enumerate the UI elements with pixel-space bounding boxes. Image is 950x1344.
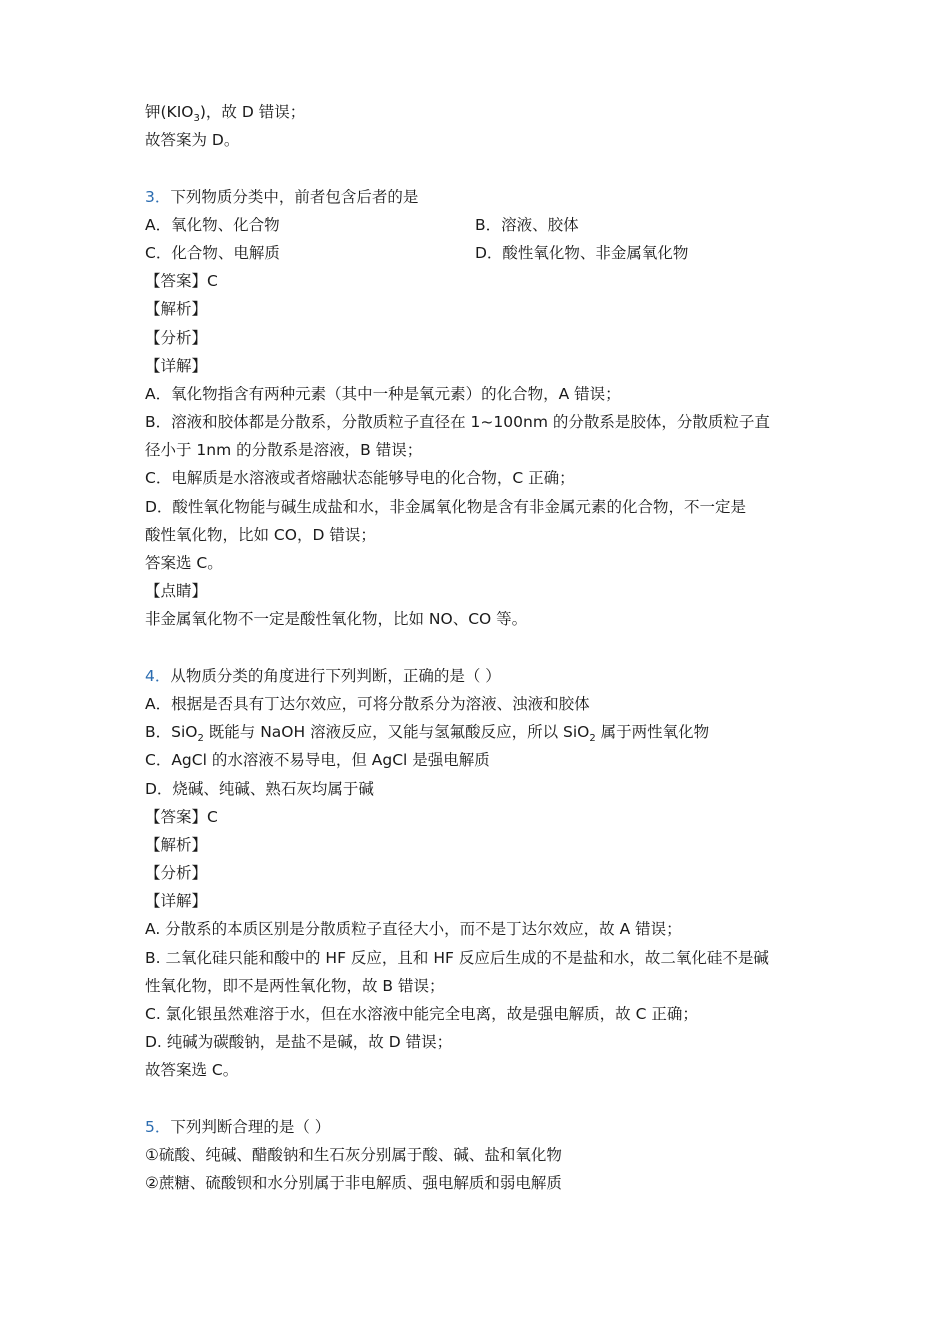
detail-line: D．酸性氧化物能与碱生成盐和水，非金属氧化物是含有非金属元素的化合物，不一定是 — [145, 497, 746, 516]
detail-line: B．溶液和胶体都是分散系，分散质粒子直径在 1~100nm 的分散系是胶体，分散质粒子直 — [145, 413, 770, 432]
detail-label: 【详解】 — [145, 892, 208, 911]
answer-label: 【答案】C — [145, 272, 218, 291]
detail-line: 酸性氧化物，比如 CO，D 错误； — [145, 525, 376, 544]
question-5-stem: 5．下列判断合理的是（ ） — [145, 1117, 331, 1136]
breakdown-label: 【分析】 — [145, 328, 208, 347]
question-number: 4． — [145, 666, 171, 685]
detail-line: 答案选 C。 — [145, 554, 223, 572]
tip-label: 【点睛】 — [145, 582, 208, 601]
question-3-options-row2 — [145, 239, 825, 267]
option-d: D．酸性氧化物、非金属氧化物 — [475, 243, 689, 262]
detail-line: A. 分散系的本质区别是分散质粒子直径大小，而不是丁达尔效应，故 A 错误； — [145, 920, 682, 939]
tip-text: 非金属氧化物不一定是酸性氧化物，比如 NO、CO 等。 — [145, 610, 528, 629]
document-page — [145, 98, 825, 1197]
analysis-label: 【解析】 — [145, 835, 208, 854]
detail-line: A．氧化物指含有两种元素（其中一种是氧元素）的化合物，A 错误； — [145, 384, 621, 403]
detail-line: 性氧化物，即不是两性氧化物，故 B 错误； — [145, 976, 445, 995]
option-b: B．溶液、胶体 — [475, 215, 579, 234]
list-item: ①硫酸、纯碱、醋酸钠和生石灰分别属于酸、碱、盐和氧化物 — [145, 1145, 562, 1164]
question-3-stem: 3．下列物质分类中，前者包含后者的是 — [145, 187, 419, 206]
spacer — [145, 1085, 825, 1113]
detail-line: B. 二氧化硅只能和酸中的 HF 反应，且和 HF 反应后生成的不是盐和水，故二氧化硅不是碱 — [145, 948, 769, 967]
detail-line: C．电解质是水溶液或者熔融状态能够导电的化合物，C 正确； — [145, 469, 575, 488]
breakdown-label: 【分析】 — [145, 864, 208, 883]
question-3-options-row1 — [145, 211, 825, 239]
spacer — [145, 154, 825, 182]
option-a: A．根据是否具有丁达尔效应，可将分散系分为溶液、浊液和胶体 — [145, 694, 590, 713]
detail-label: 【详解】 — [145, 356, 208, 375]
option-c: C．化合物、电解质 — [145, 243, 280, 262]
option-d: D．烧碱、纯碱、熟石灰均属于碱 — [145, 779, 374, 798]
answer-label: 【答案】C — [145, 807, 218, 826]
prev-answer-line: 钾$(KIO_3)$，故 D 错误； — [145, 103, 306, 124]
option-a: A．氧化物、化合物 — [145, 215, 280, 234]
detail-line: D. 纯碱为碳酸钠，是盐不是碱，故 D 错误； — [145, 1033, 453, 1052]
analysis-label: 【解析】 — [145, 300, 208, 319]
question-number: 5． — [145, 1117, 171, 1136]
prev-conclusion: 故答案为 D。 — [145, 131, 240, 150]
detail-line: C. 氯化银虽然难溶于水，但在水溶液中能完全电离，故是强电解质，故 C 正确； — [145, 1005, 698, 1023]
spacer — [145, 634, 825, 662]
question-number: 3． — [145, 187, 171, 206]
option-b: B．SiO$_2$ 既能与 NaOH 溶液反应，又能与氢氟酸反应，所以 SiO$_2$ 属于两性氧化物 — [145, 723, 710, 745]
question-4-stem: 4．从物质分类的角度进行下列判断，正确的是（ ） — [145, 666, 501, 685]
detail-line: 径小于 1nm 的分散系是溶液，B 错误； — [145, 441, 423, 460]
option-c: C．AgCl 的水溶液不易导电，但 AgCl 是强电解质 — [145, 751, 490, 770]
detail-line: 故答案选 C。 — [145, 1061, 239, 1080]
list-item: ②蔗糖、硫酸钡和水分别属于非电解质、强电解质和弱电解质 — [145, 1174, 562, 1193]
